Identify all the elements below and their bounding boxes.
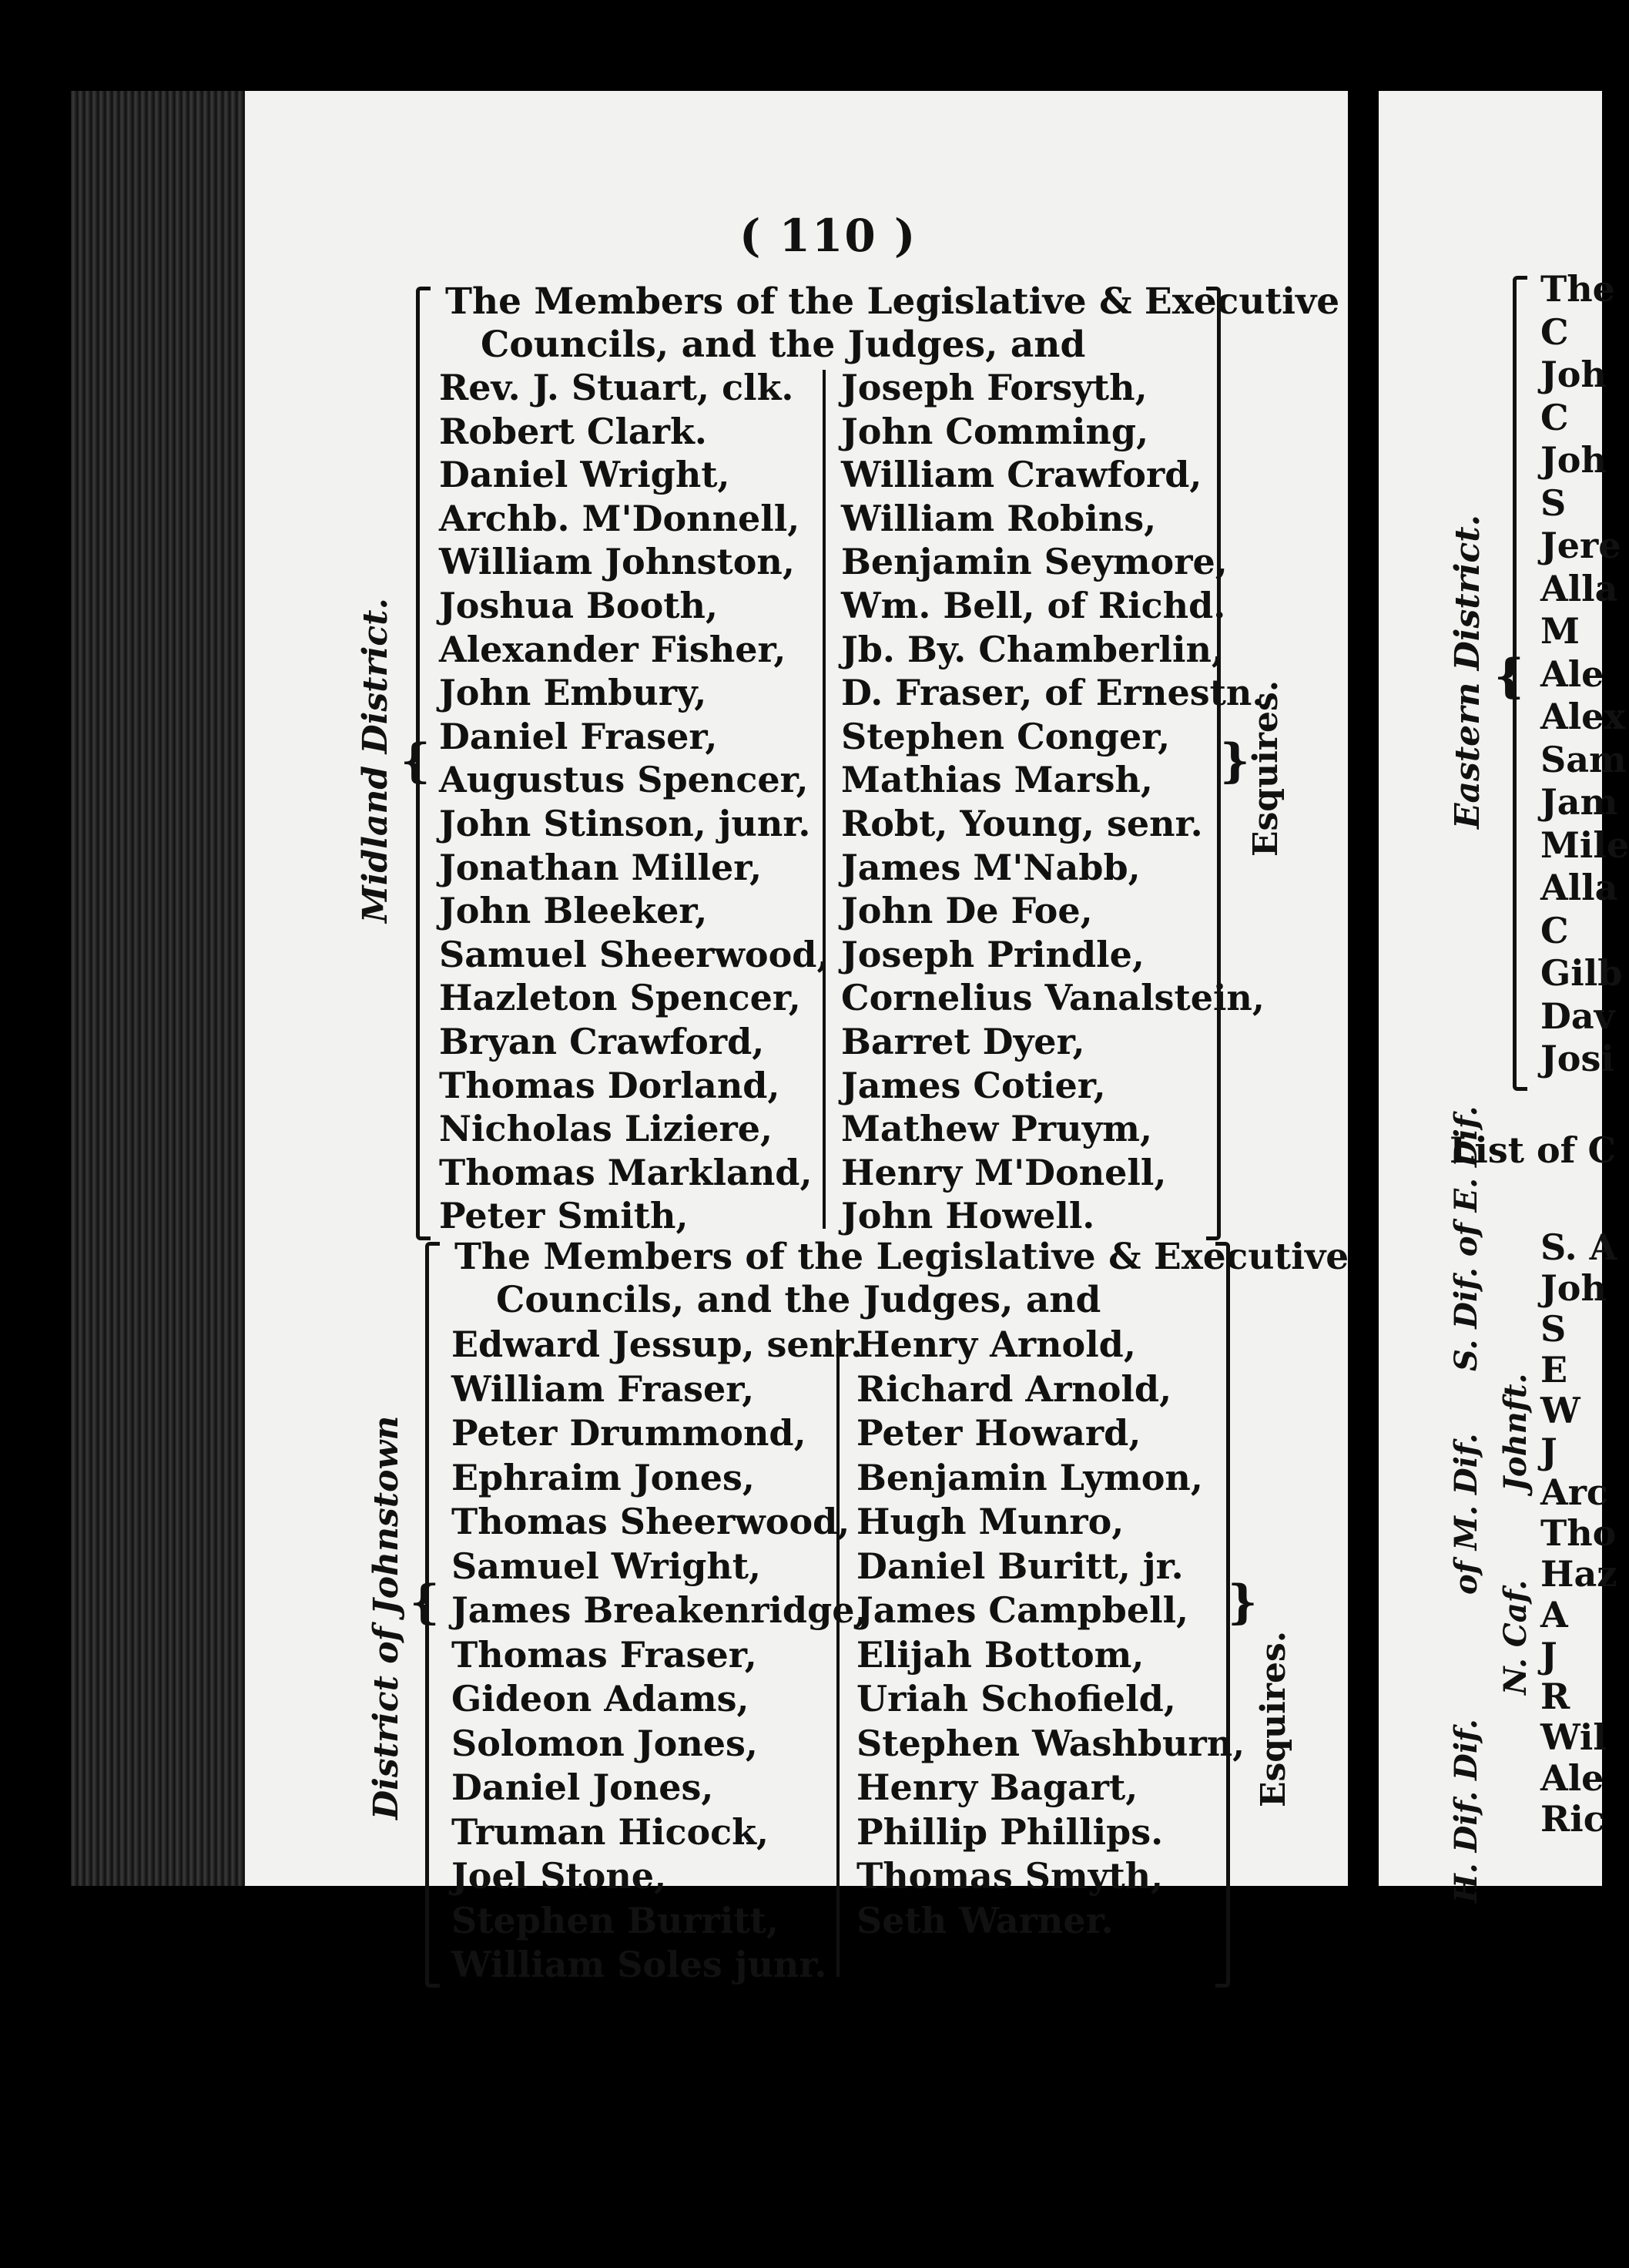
johnstown-member-name: James Campbell, (856, 1589, 1189, 1631)
midland-member-name: Hazleton Spencer, (439, 977, 801, 1019)
midland-member-name: Samuel Sheerwood, (439, 933, 830, 975)
midland-member-name: William Johnston, (439, 541, 795, 583)
johnstown-member-name: Samuel Wright, (451, 1545, 762, 1587)
facing-fragment: A (1540, 1594, 1568, 1636)
midland-member-name: John Comming, (841, 410, 1149, 452)
midland-member-name: John Stinson, junr. (439, 803, 811, 844)
johnstown-member-name: Edward Jessup, senr. (451, 1324, 863, 1365)
johnstown-member-name: Henry Bagart, (856, 1766, 1138, 1808)
johnstown-right-brace: } (1228, 1575, 1258, 1629)
facing-fragment: Joh (1540, 1267, 1607, 1309)
facing-fragment: J (1540, 1431, 1557, 1472)
johnstown-member-name: Henry Arnold, (856, 1324, 1136, 1365)
midland-member-name: Henry M'Donell, (841, 1151, 1167, 1193)
facing-fragment: Gilb (1540, 952, 1623, 994)
johnstown-district-label: District of Johnstown (367, 1415, 406, 1820)
facing-side-label: of M. Dif. (1448, 1433, 1484, 1595)
midland-member-name: Thomas Markland, (439, 1151, 813, 1193)
johnstown-member-name: Phillip Phillips. (856, 1810, 1164, 1853)
johnstown-member-name: Solomon Jones, (451, 1722, 758, 1764)
johnstown-member-name: Gideon Adams, (451, 1678, 749, 1719)
johnstown-member-name: Daniel Buritt, jr. (856, 1545, 1184, 1587)
facing-fragment: E (1540, 1349, 1568, 1391)
johnstown-member-name: Truman Hicock, (451, 1810, 769, 1853)
johnstown-member-name: Daniel Jones, (451, 1766, 714, 1808)
midland-member-name: William Crawford, (841, 454, 1202, 496)
book-spine (71, 91, 245, 1886)
facing-fragment: C (1540, 909, 1569, 951)
facing-fragment: M (1540, 610, 1580, 652)
midland-member-name: Nicholas Liziere, (439, 1108, 773, 1150)
facing-fragment: C (1540, 310, 1569, 353)
midland-member-name: Stephen Conger, (841, 715, 1171, 757)
midland-member-name: Barret Dyer, (841, 1021, 1085, 1062)
johnstown-member-name: Benjamin Lymon, (856, 1456, 1203, 1498)
midland-member-name: John Howell. (841, 1195, 1095, 1237)
johnstown-member-name: Richard Arnold, (856, 1367, 1172, 1410)
facing-fragment: J (1540, 1635, 1557, 1676)
midland-member-name: John Bleeker, (439, 890, 708, 932)
book-gutter (1348, 77, 1379, 1895)
facing-fragment: Sam (1540, 738, 1627, 780)
facing-fragment: W (1540, 1390, 1580, 1431)
johnstown-member-name: Seth Warner. (856, 1899, 1114, 1941)
johnstown-member-name: Uriah Schofield, (856, 1678, 1176, 1719)
facing-fragment: Ale (1540, 1757, 1604, 1799)
midland-left-brace: { (401, 734, 431, 788)
midland-member-name: Augustus Spencer, (439, 759, 809, 801)
facing-side-label: H. Dif. Dif. (1448, 1719, 1484, 1903)
facing-fragment: Jam (1540, 781, 1618, 823)
facing-list-heading: List of C (1450, 1129, 1617, 1171)
facing-fragment: Mile (1540, 824, 1629, 866)
johnstown-member-name: Peter Drummond, (451, 1412, 806, 1454)
johnstown-member-name: Joel Stone, (451, 1855, 667, 1897)
johnstown-member-name: Elijah Bottom, (856, 1633, 1145, 1676)
midland-member-name: William Robins, (841, 497, 1157, 539)
midland-member-name: Daniel Fraser, (439, 715, 718, 757)
facing-fragment: Ale (1540, 653, 1604, 695)
midland-member-name: Wm. Bell, of Richd. (841, 585, 1226, 626)
facing-fragment: S (1540, 1308, 1567, 1350)
midland-header-line2: Councils, and the Judges, and (481, 324, 1086, 366)
facing-fragment: Joh (1540, 439, 1607, 481)
midland-right-bracket (1206, 287, 1221, 1240)
midland-member-name: John De Foe, (841, 890, 1093, 932)
midland-esquires-label: Esquires. (1246, 679, 1285, 857)
facing-fragment: Dav (1540, 995, 1615, 1037)
midland-member-name: Thomas Dorland, (439, 1064, 780, 1106)
midland-member-name: Robt, Young, senr. (841, 803, 1203, 844)
johnstown-member-name: Thomas Fraser, (451, 1633, 757, 1676)
facing-fragment: Ric (1540, 1798, 1605, 1840)
facing-fragment: Jere (1540, 525, 1621, 566)
johnstown-member-name: William Fraser, (451, 1367, 755, 1410)
johnstown-member-name: Ephraim Jones, (451, 1456, 755, 1498)
johnstown-member-name: Peter Howard, (856, 1412, 1141, 1454)
johnstown-member-name: Thomas Sheerwood, (451, 1501, 850, 1542)
facing-fragment: S. A (1540, 1226, 1617, 1268)
midland-member-name: Peter Smith, (439, 1195, 689, 1237)
midland-member-name: Cornelius Vanalstein, (841, 977, 1265, 1019)
midland-member-name: Jonathan Miller, (439, 846, 763, 888)
midland-header-line1: The Members of the Legislative & Executive (445, 280, 1340, 323)
midland-member-name: Daniel Wright, (439, 454, 730, 496)
johnstown-left-brace: { (410, 1575, 440, 1629)
midland-member-name: D. Fraser, of Ernestn. (841, 672, 1265, 714)
facing-fragment: Wil (1540, 1716, 1607, 1758)
johnstown-member-name: Stephen Burritt, (451, 1899, 779, 1941)
midland-member-name: Joseph Forsyth, (841, 367, 1148, 408)
johnstown-member-name: Thomas Smyth, (856, 1855, 1164, 1897)
johnstown-member-name: Stephen Washburn, (856, 1722, 1245, 1764)
johnstown-header-line2: Councils, and the Judges, and (496, 1279, 1101, 1321)
johnstown-esquires-label: Esquires. (1254, 1630, 1293, 1807)
facing-fragment: Joh (1540, 354, 1607, 395)
midland-member-name: Bryan Crawford, (439, 1021, 765, 1062)
midland-member-name: John Embury, (439, 672, 707, 714)
midland-member-name: Archb. M'Donnell, (439, 497, 800, 539)
facing-fragment: Arc (1540, 1471, 1608, 1513)
midland-member-name: Jb. By. Chamberlin, (841, 628, 1224, 670)
midland-member-name: James Cotier, (841, 1064, 1106, 1106)
facing-fragment: Josi (1540, 1038, 1614, 1079)
page-number: ( 110 ) (739, 210, 917, 262)
johnstown-column-divider (836, 1330, 840, 1977)
facing-fragment: C (1540, 396, 1569, 438)
midland-member-name: Benjamin Seymore, (841, 541, 1228, 583)
facing-fragment: Tho (1540, 1512, 1617, 1554)
midland-district-label: Midland District. (356, 598, 395, 923)
midland-member-name: Joseph Prindle, (841, 933, 1145, 975)
facing-fragment: Alex (1540, 696, 1625, 737)
midland-right-brace: } (1220, 734, 1250, 788)
midland-member-name: Mathias Marsh, (841, 759, 1153, 801)
midland-member-name: James M'Nabb, (841, 846, 1141, 888)
facing-fragment: Alla (1540, 567, 1618, 609)
facing-fragment: The (1540, 268, 1615, 310)
midland-member-name: Mathew Pruym, (841, 1108, 1152, 1150)
facing-fragment: R (1540, 1676, 1570, 1717)
midland-member-name: Joshua Booth, (439, 585, 719, 626)
midland-column-divider (823, 370, 826, 1229)
facing-side-label: S. Dif. of E. Dif. (1448, 1105, 1484, 1371)
facing-side-label: N. Caf. (1497, 1579, 1533, 1695)
johnstown-member-name: William Soles junr. (451, 1944, 827, 1985)
johnstown-member-name: James Breakenridge, (451, 1589, 867, 1631)
facing-side-label: Johnft. (1497, 1373, 1533, 1491)
johnstown-header-line1: The Members of the Legislative & Executive (454, 1236, 1349, 1278)
midland-member-name: Alexander Fisher, (439, 628, 786, 670)
midland-member-name: Robert Clark. (439, 410, 707, 452)
midland-member-name: Rev. J. Stuart, clk. (439, 367, 794, 408)
johnstown-member-name: Hugh Munro, (856, 1501, 1125, 1542)
facing-fragment: Alla (1540, 867, 1618, 908)
facing-fragment: Haz (1540, 1553, 1617, 1595)
facing-eastern-brace: { (1494, 649, 1524, 703)
facing-fragment: S (1540, 481, 1567, 524)
facing-eastern-label: Eastern District. (1448, 515, 1487, 829)
